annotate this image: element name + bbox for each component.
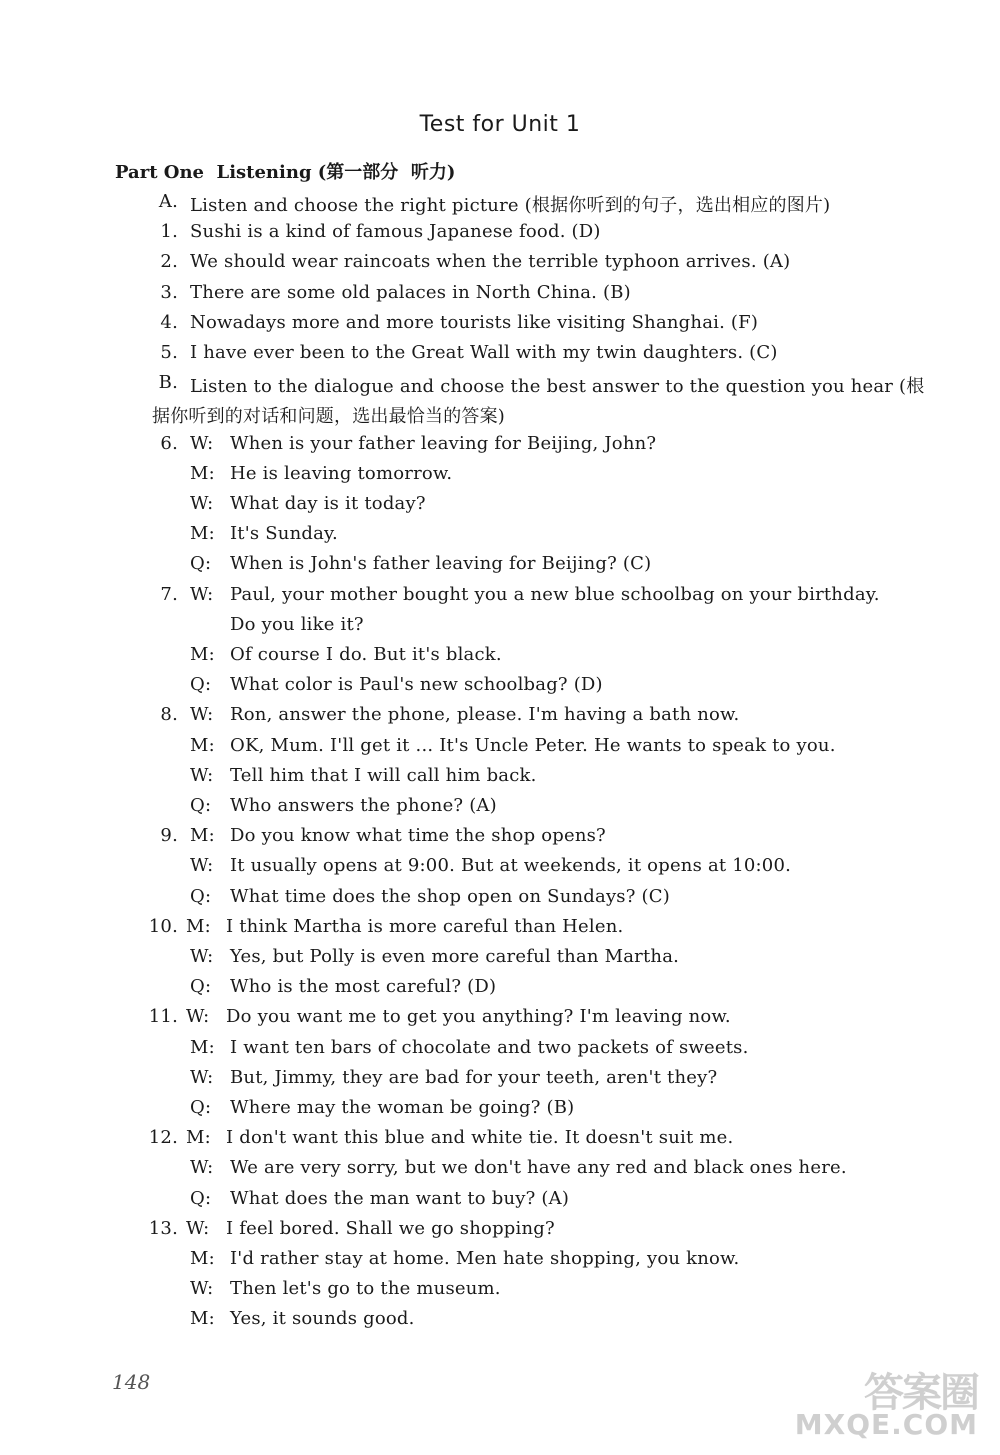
speaker-label: M:: [186, 1127, 211, 1148]
line-text: Do you want me to get you anything? I'm leaving now.: [226, 1006, 731, 1027]
line-text: It usually opens at 9:00. But at weekends, it opens at 10:00.: [230, 855, 792, 876]
speaker-label: M:: [190, 825, 215, 846]
item-number: B.: [158, 372, 178, 393]
item-number: 9.: [160, 825, 178, 846]
speaker-label: W:: [190, 433, 214, 454]
line-text: I feel bored. Shall we go shopping?: [226, 1218, 555, 1239]
line-text: Then let's go to the museum.: [230, 1278, 501, 1299]
line-text: Listen and choose the right picture (根据你听到的句子，选出相应的图片): [190, 195, 831, 216]
speaker-label: M:: [190, 463, 215, 484]
line-text: OK, Mum. I'll get it ... It's Uncle Peter. He wants to speak to you.: [230, 735, 836, 756]
item-number: 5.: [160, 342, 178, 363]
line-text: What time does the shop open on Sundays? (C): [230, 886, 670, 907]
item-number: 12.: [148, 1127, 178, 1148]
line-text: We should wear raincoats when the terrible typhoon arrives. (A): [190, 251, 791, 272]
line-text: We are very sorry, but we don't have any red and black ones here.: [230, 1157, 847, 1178]
line-text: I have ever been to the Great Wall with my twin daughters. (C): [190, 342, 778, 363]
item-number: 6.: [160, 433, 178, 454]
item-number: 10.: [148, 916, 178, 937]
line-text: What does the man want to buy? (A): [230, 1188, 570, 1209]
line-text: Nowadays more and more tourists like visiting Shanghai. (F): [190, 312, 759, 333]
item-number: 2.: [160, 251, 178, 272]
speaker-label: M:: [190, 735, 215, 756]
line-text: Sushi is a kind of famous Japanese food. (D): [190, 221, 601, 242]
watermark-top: 答案圈: [864, 1370, 978, 1416]
speaker-label: W:: [190, 765, 214, 786]
item-number: 8.: [160, 704, 178, 725]
speaker-label: Q:: [190, 674, 212, 695]
line-text: 据你听到的对话和问题，选出最恰当的答案): [152, 406, 506, 427]
speaker-label: M:: [190, 523, 215, 544]
line-text: I want ten bars of chocolate and two packets of sweets.: [230, 1037, 749, 1058]
line-text: There are some old palaces in North China. (B): [190, 282, 631, 303]
line-text: Do you like it?: [230, 614, 364, 635]
line-text: I'd rather stay at home. Men hate shopping, you know.: [230, 1248, 740, 1269]
speaker-label: W:: [190, 704, 214, 725]
line-text: When is your father leaving for Beijing, John?: [230, 433, 657, 454]
watermark-bottom: MXQE.COM: [794, 1408, 978, 1441]
line-text: When is John's father leaving for Beijing? (C): [230, 553, 652, 574]
line-text: Listen to the dialogue and choose the best answer to the question you hear (根: [190, 376, 925, 397]
line-text: I think Martha is more careful than Helen.: [226, 916, 624, 937]
speaker-label: W:: [190, 1157, 214, 1178]
speaker-label: M:: [190, 644, 215, 665]
speaker-label: W:: [190, 493, 214, 514]
speaker-label: W:: [186, 1218, 210, 1239]
speaker-label: M:: [190, 1248, 215, 1269]
line-text: Yes, but Polly is even more careful than Martha.: [230, 946, 680, 967]
speaker-label: Q:: [190, 1188, 212, 1209]
line-text: Ron, answer the phone, please. I'm having a bath now.: [230, 704, 740, 725]
item-number: 4.: [160, 312, 178, 333]
line-text: Of course I do. But it's black.: [230, 644, 502, 665]
line-text: He is leaving tomorrow.: [230, 463, 453, 484]
speaker-label: Q:: [190, 553, 212, 574]
line-text: It's Sunday.: [230, 523, 338, 544]
speaker-label: Q:: [190, 795, 212, 816]
item-number: A.: [158, 191, 178, 212]
item-number: 11.: [148, 1006, 178, 1027]
speaker-label: W:: [190, 855, 214, 876]
line-text: Where may the woman be going? (B): [230, 1097, 575, 1118]
speaker-label: M:: [190, 1308, 215, 1329]
line-text: Yes, it sounds good.: [230, 1308, 415, 1329]
line-text: But, Jimmy, they are bad for your teeth, aren't they?: [230, 1067, 718, 1088]
speaker-label: Q:: [190, 1097, 212, 1118]
page-title: Test for Unit 1: [419, 112, 581, 137]
speaker-label: W:: [186, 1006, 210, 1027]
line-text: I don't want this blue and white tie. It doesn't suit me.: [226, 1127, 734, 1148]
speaker-label: Q:: [190, 886, 212, 907]
speaker-label: M:: [186, 916, 211, 937]
item-number: 3.: [160, 282, 178, 303]
page-number: 148: [112, 1370, 151, 1394]
line-text: What day is it today?: [230, 493, 426, 514]
item-number: 13.: [148, 1218, 178, 1239]
watermark-logo: [794, 1361, 978, 1441]
line-text: Who is the most careful? (D): [230, 976, 497, 997]
item-number: 1.: [160, 221, 178, 242]
item-number: 7.: [160, 584, 178, 605]
line-text: Who answers the phone? (A): [230, 795, 497, 816]
speaker-label: W:: [190, 1278, 214, 1299]
line-text: Do you know what time the shop opens?: [230, 825, 606, 846]
speaker-label: W:: [190, 1067, 214, 1088]
line-text: Paul, your mother bought you a new blue schoolbag on your birthday.: [230, 584, 880, 605]
line-text: What color is Paul's new schoolbag? (D): [230, 674, 603, 695]
speaker-label: M:: [190, 1037, 215, 1058]
speaker-label: Q:: [190, 976, 212, 997]
line-text: Tell him that I will call him back.: [230, 765, 537, 786]
part-heading: Part One Listening (第一部分 听力): [115, 162, 456, 183]
speaker-label: W:: [190, 584, 214, 605]
speaker-label: W:: [190, 946, 214, 967]
